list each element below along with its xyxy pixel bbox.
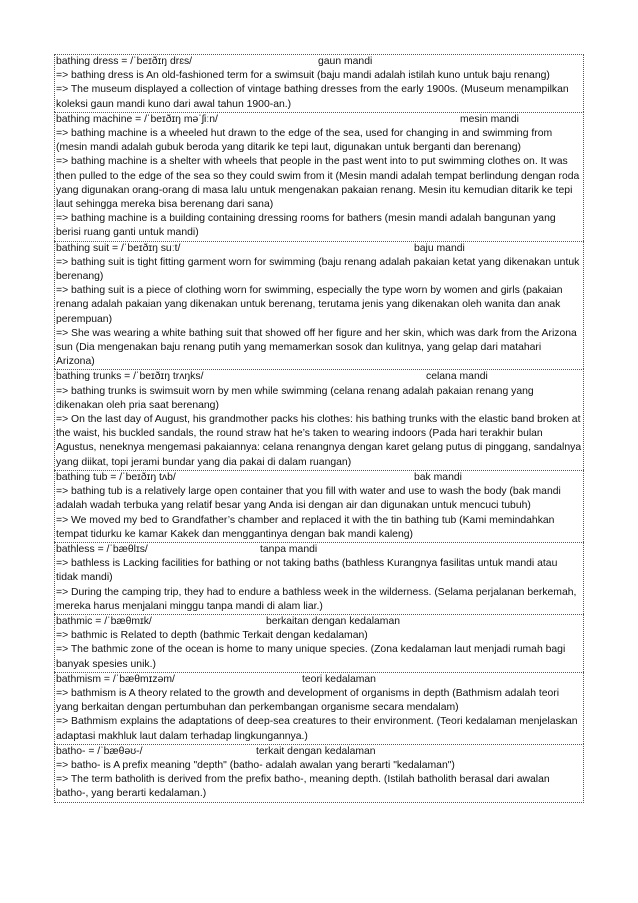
definition-line: => batho- is A prefix meaning "depth" (batho- adalah awalan yang berarti "kedalaman") [56,759,455,771]
definition-line: => bathless is Lacking facilities for bathing or not taking baths (bathless Kurangnya fasilitas untuk mandi atau tidak mandi) [56,558,558,584]
example-line: => The bathmic zone of the ocean is home to many unique species. (Zona kedalaman laut menjadi rumah bagi banyak spesies unik.) [56,644,566,670]
example-line: => During the camping trip, they had to endure a bathless week in the wilderness. (Selama perjalanan berkemah, mereka harus menjalani minggu tanpa mandi di alam liar.) [56,586,577,612]
example-line: => The museum displayed a collection of vintage bathing dresses from the early 1900s. (Museum menampilkan koleksi gaun mandi kuno dari awal tahun 1900-an.) [56,84,569,110]
translation: mesin mandi [460,113,519,125]
headword: bathing machine = /ˈbeɪðɪŋ məˈʃiːn/ [56,113,218,125]
definition-line: => bathing machine is a building containing dressing rooms for bathers (mesin mandi adalah bangunan yang berisi ruang ganti untuk mandi) [56,213,556,239]
entry-header [56,242,582,256]
entry-bathing-dress [54,54,584,112]
example-line: => On the last day of August, his grandmother packs his clothes: his bathing trunks with the elastic band broken at the waist, his buckled sandals, the round straw hat he’s taken to wearing indoors (Pada hari terakhir bulan Agustus, neneknya mengemasi pakaiannya: celana renangnya dengan karet gelang putus di pinggang, sandalnya yang diikat, topi jerami bundar yang dia pakai di dalam ruangan) [56,414,582,468]
entry-header [56,55,582,69]
entry-header [56,471,582,485]
definition-line: => bathmism is A theory related to the growth and development of organisms in depth (Bathmism adalah teori yang berkaitan dengan pertumbuhan dan perkembangan organisme secara mendalam) [56,687,560,714]
entry-bathmic [54,614,584,672]
entry-bathing-suit [54,241,584,370]
example-line: => We moved my bed to Grandfather’s chamber and replaced it with the tin bathing tub (Kami memindahkan tempat tidurku ke kamar Kakek dan menggantinya dengan bak mandi kaleng) [56,514,555,540]
headword: bathmic = /ˈbæθmɪk/ [56,615,152,627]
example-line: => The term batholith is derived from the prefix batho-, meaning depth. (Istilah batholith berasal dari awalan batho-, yang berarti kedalaman.) [56,774,550,800]
headword: bathing dress = /ˈbeɪðɪŋ drɛs/ [56,56,193,67]
translation: terkait dengan kedalaman [256,745,376,757]
definition-line: => bathing tub is a relatively large open container that you fill with water and use to wash the body (bak mandi adalah wadah terbuka yang relatif besar yang Anda isi dengan air dan digunakan untuk mencuci tubuh) [56,486,561,512]
definition-line: => bathing trunks is swimsuit worn by men while swimming (celana renang adalah pakaian renang yang dikenakan oleh pria saat berenang) [56,385,534,411]
headword: bathing trunks = /ˈbeɪðɪŋ trʌŋks/ [56,371,204,383]
entry-header [56,370,582,384]
definition-line: => bathing suit is tight fitting garment worn for swimming (baju renang adalah pakaian ketat yang dikenakan untuk berenang) [56,256,580,283]
entry-header [56,673,582,687]
glossary-page [54,54,584,803]
entry-bathless [54,542,584,614]
entry-header [56,543,582,557]
translation: gaun mandi [318,56,373,67]
translation: teori kedalaman [302,673,376,685]
translation: tanpa mandi [260,543,318,555]
headword: bathing suit = /ˈbeɪðɪŋ suːt/ [56,242,181,254]
definition-line: => bathmic is Related to depth (bathmic Terkait dengan kedalaman) [56,630,368,642]
headword: bathmism = /ˈbæθmɪzəm/ [56,673,175,685]
definition-line: => bathing dress is An old-fashioned term for a swimsuit (baju mandi adalah istilah kuno untuk baju renang) [56,70,550,82]
entry-header [56,745,582,759]
entry-bathing-machine [54,112,584,241]
example-line: => She was wearing a white bathing suit that showed off her figure and her skin, which was dark from the Arizona sun (Dia mengenakan baju renang putih yang memamerkan sosok dan kulitnya, yang gelap dari matahari Arizona) [56,327,577,368]
definition-line: => bathing suit is a piece of clothing worn for swimming, especially the type worn by women and girls (pakaian renang adalah pakaian yang dikenakan untuk berenang, terutama jenis yang dikenakan oleh wanita dan anak perempuan) [56,285,563,325]
translation: baju mandi [414,242,465,254]
translation: bak mandi [414,471,462,483]
headword: bathless = /ˈbæθlɪs/ [56,543,148,555]
headword: batho- = /ˈbæθəʊ-/ [56,745,143,757]
entry-bathing-tub [54,470,584,542]
entry-header [56,615,582,629]
entry-header [56,113,582,127]
entry-batho [54,744,584,803]
entry-bathmism [54,672,584,744]
example-line: => Bathmism explains the adaptations of deep-sea creatures to their environment. (Teori kedalaman menjelaskan adaptasi makhluk laut dalam terhadap lingkungannya.) [56,716,578,742]
definition-line: => bathing machine is a shelter with wheels that people in the past went into to put swimming clothes on. It was then pulled to the edge of the sea so they could swim from it (Mesin mandi adalah tempat berlindung dengan roda yang digunakan orang-orang di masa lalu untuk mengenakan pakaian renang. Mesin itu kemudian ditarik ke tepi laut sehingga mereka bisa berenang dari sana) [56,156,580,211]
translation: celana mandi [426,371,488,383]
headword: bathing tub = /ˈbeɪðɪŋ tʌb/ [56,471,176,483]
definition-line: => bathing machine is a wheeled hut drawn to the edge of the sea, used for changing in and swimming from (mesin mandi adalah gubuk beroda yang ditarik ke tepi laut, digunakan untuk berganti dan berenang) [56,128,553,154]
entry-bathing-trunks [54,369,584,469]
translation: berkaitan dengan kedalaman [266,615,401,627]
